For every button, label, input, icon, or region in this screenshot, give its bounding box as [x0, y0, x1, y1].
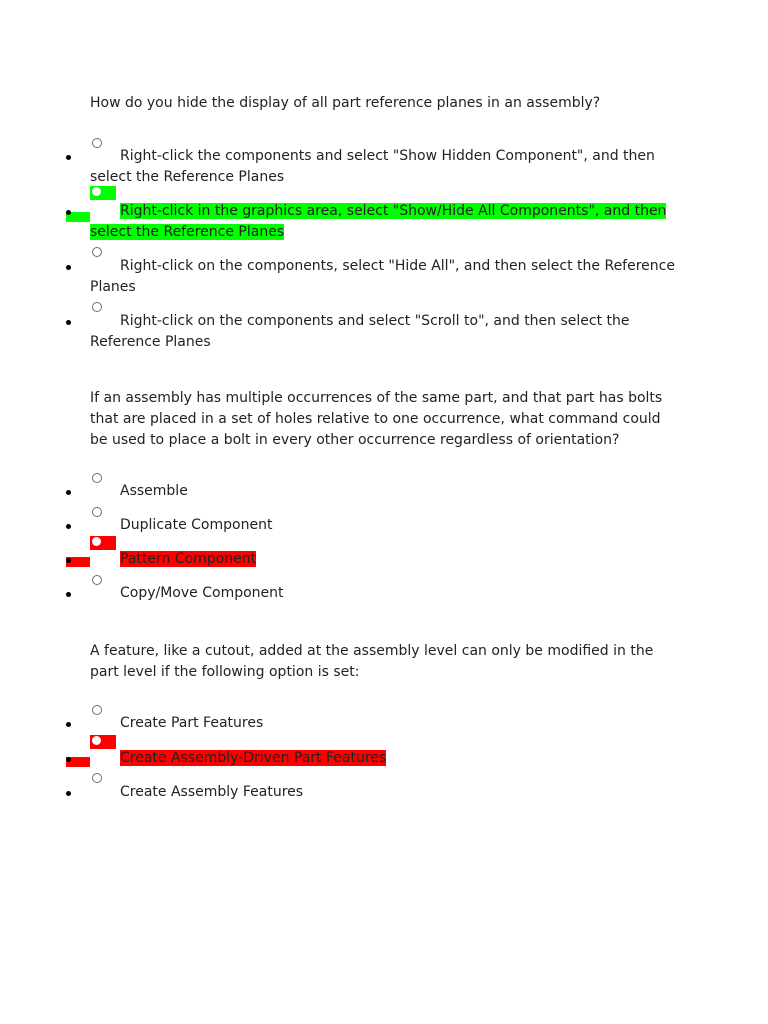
option-label: Copy/Move Component	[120, 585, 284, 601]
option-label: Create Assembly Features	[120, 784, 304, 800]
bullet-icon	[66, 210, 71, 215]
option-label: Right-click on the components, select "Hide All", and then select the Reference Planes	[90, 258, 675, 295]
option-label: Create Part Features	[120, 715, 264, 731]
radio-selected-dot-icon	[92, 537, 101, 546]
option-label: Pattern Component	[120, 551, 257, 567]
option-label: Assemble	[120, 483, 188, 499]
bullet-icon	[66, 757, 71, 762]
option-label: Right-click in the graphics area, select "Show/Hide All Components", and then select the Reference Planes	[90, 203, 667, 240]
option-label: Right-click the components and select "Show Hidden Component", and then select the Reference Planes	[90, 148, 655, 185]
question-1-prompt: How do you hide the display of all part reference planes in an assembly?	[90, 95, 601, 111]
option-label-wrap	[90, 201, 680, 243]
bullet-icon	[66, 592, 71, 597]
bullet-icon	[66, 320, 71, 325]
radio-button-selected[interactable]	[90, 186, 116, 200]
question-2-prompt: If an assembly has multiple occurrences of the same part, and that part has bolts that are placed in a set of holes relative to one occurrence, what command could be used to place a bolt in every other occurrence regardless of orientation?	[90, 390, 663, 448]
bullet-icon	[66, 265, 71, 270]
radio-button-selected[interactable]	[90, 536, 116, 550]
option-label-wrap	[90, 549, 680, 570]
bullet-icon	[66, 722, 71, 727]
radio-selected-dot-icon	[92, 736, 101, 745]
radio-button-selected[interactable]	[90, 735, 116, 749]
radio-selected-dot-icon	[92, 187, 101, 196]
bullet-icon	[66, 490, 71, 495]
bullet-icon	[66, 791, 71, 796]
option-label-wrap	[90, 748, 680, 769]
question-3-prompt: A feature, like a cutout, added at the assembly level can only be modified in the part level if the following option is set:	[90, 643, 654, 680]
bullet-icon	[66, 524, 71, 529]
option-label: Right-click on the components and select "Scroll to", and then select the Reference Planes	[90, 313, 630, 350]
bullet-icon	[66, 558, 71, 563]
bullet-icon	[66, 155, 71, 160]
option-label: Create Assembly-Driven Part Features	[120, 750, 387, 766]
option-label: Duplicate Component	[120, 517, 273, 533]
